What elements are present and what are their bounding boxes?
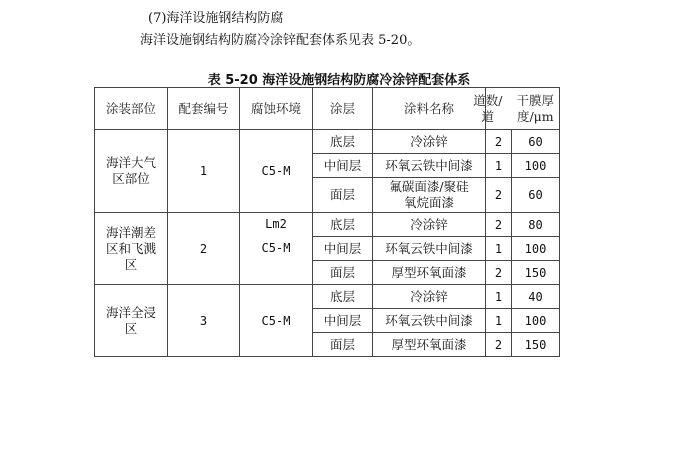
name-cell: 冷涂锌 — [373, 213, 486, 237]
table-row — [95, 213, 560, 237]
header-cell — [473, 88, 560, 130]
location-cell: 海洋全浸区 — [95, 285, 168, 357]
layer-cell: 底层 — [313, 285, 373, 309]
thickness-cell: 100 — [512, 154, 560, 178]
coats-cell: 2 — [486, 130, 512, 154]
header-cell: 腐蚀环境 — [240, 88, 313, 130]
header-coats: 道数/道 — [473, 92, 503, 124]
thickness-cell: 80 — [512, 213, 560, 237]
header-cell: 涂料名称 — [373, 88, 486, 130]
name-cell: 厚型环氧面漆 — [373, 261, 486, 285]
number-cell: 1 — [168, 130, 240, 213]
location-cell: 海洋大气区部位 — [95, 130, 168, 213]
layer-cell: 面层 — [313, 261, 373, 285]
environment-cell — [240, 213, 313, 285]
name-cell: 氟碳面漆/聚硅氧烷面漆 — [373, 178, 486, 213]
name-cell: 冷涂锌 — [373, 285, 486, 309]
layer-cell: 中间层 — [313, 309, 373, 333]
section-heading: (7)海洋设施钢结构防腐 — [148, 11, 284, 26]
layer-cell: 中间层 — [313, 154, 373, 178]
coats-cell: 2 — [486, 213, 512, 237]
header-cell: 涂层 — [313, 88, 373, 130]
thickness-cell: 60 — [512, 178, 560, 213]
environment-extra: Lm2 — [265, 216, 287, 231]
environment-cell: C5-M — [240, 130, 313, 213]
coats-cell: 1 — [486, 154, 512, 178]
layer-cell: 面层 — [313, 178, 373, 213]
coats-cell: 2 — [486, 333, 512, 357]
header-cell: 涂装部位 — [95, 88, 168, 130]
coats-cell: 1 — [486, 237, 512, 261]
table-header-row — [95, 88, 560, 130]
coats-cell: 2 — [486, 261, 512, 285]
name-cell: 环氧云铁中间漆 — [373, 237, 486, 261]
thickness-cell: 40 — [512, 285, 560, 309]
name-cell: 环氧云铁中间漆 — [373, 154, 486, 178]
coating-system-table — [94, 87, 560, 357]
number-cell: 3 — [168, 285, 240, 357]
table-row — [95, 285, 560, 309]
environment-cell: C5-M — [240, 285, 313, 357]
name-cell: 厚型环氧面漆 — [373, 333, 486, 357]
table-caption: 表 5-20 海洋设施钢结构防腐冷涂锌配套体系 — [207, 73, 471, 88]
layer-cell: 底层 — [313, 130, 373, 154]
name-cell: 冷涂锌 — [373, 130, 486, 154]
section-paragraph: 海洋设施钢结构防腐冷涂锌配套体系见表 5-20。 — [140, 33, 421, 48]
coats-cell: 1 — [486, 285, 512, 309]
thickness-cell: 150 — [512, 333, 560, 357]
coats-cell: 1 — [486, 309, 512, 333]
layer-cell: 中间层 — [313, 237, 373, 261]
thickness-cell: 100 — [512, 237, 560, 261]
environment-value: C5-M — [261, 240, 291, 255]
thickness-cell: 100 — [512, 309, 560, 333]
name-cell: 环氧云铁中间漆 — [373, 309, 486, 333]
thickness-cell: 150 — [512, 261, 560, 285]
thickness-cell: 60 — [512, 130, 560, 154]
coats-cell: 2 — [486, 178, 512, 213]
layer-cell: 底层 — [313, 213, 373, 237]
location-cell: 海洋潮差区和飞溅区 — [95, 213, 168, 285]
table-row — [95, 130, 560, 154]
header-thickness: 干膜厚度/μm — [516, 92, 555, 124]
layer-cell: 面层 — [313, 333, 373, 357]
number-cell: 2 — [168, 213, 240, 285]
header-cell: 配套编号 — [168, 88, 240, 130]
